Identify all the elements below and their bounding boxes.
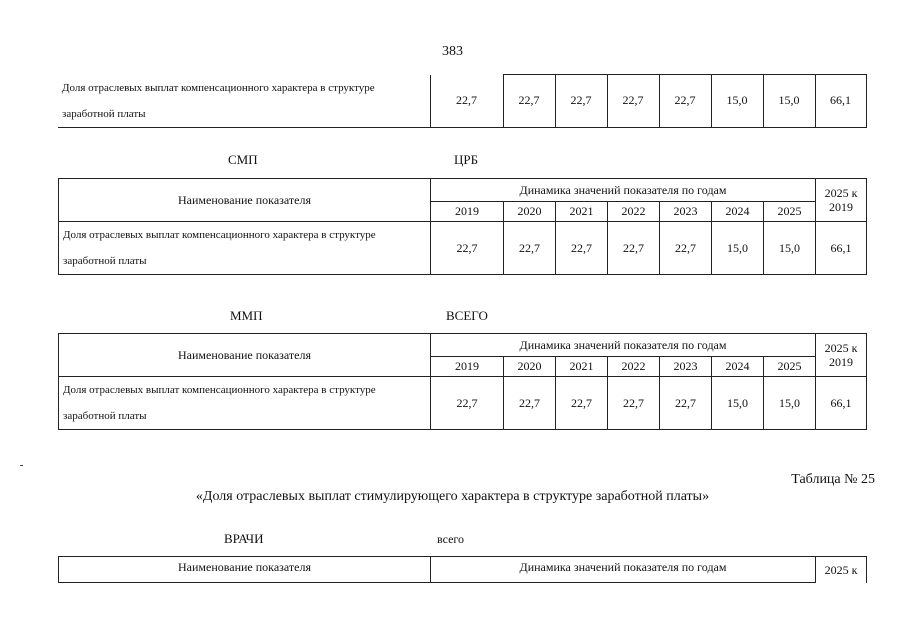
value-2020: 22,7 [504, 222, 556, 275]
table-number: Таблица № 25 [791, 472, 875, 487]
table-title: «Доля отраслевых выплат стимулирующего характера в структуре заработной платы» [195, 489, 710, 504]
group-label: ВРАЧИ [224, 531, 264, 546]
value-2021: 22,7 [556, 222, 608, 275]
year-2025: 2025 [764, 202, 816, 222]
value-2022: 22,7 [608, 377, 660, 430]
table-header-row [59, 557, 867, 583]
indicator-line-2: заработной платы [63, 410, 147, 422]
year-2021: 2021 [556, 357, 608, 377]
top-fragment-table [58, 74, 867, 128]
header-dynamics: Динамика значений показателя по годам [431, 557, 816, 583]
value-2022: 22,7 [607, 75, 659, 128]
year-2024: 2024 [712, 357, 764, 377]
value-2025: 15,0 [764, 222, 816, 275]
value-2025: 15,0 [763, 75, 815, 128]
subgroup-label: всего [437, 532, 465, 546]
value-2024: 15,0 [712, 222, 764, 275]
value-2020: 22,7 [503, 75, 555, 128]
header-name: Наименование показателя [59, 179, 431, 222]
year-2019: 2019 [431, 202, 504, 222]
value-2023: 22,7 [660, 377, 712, 430]
value-2024: 15,0 [712, 377, 764, 430]
value-2021: 22,7 [556, 377, 608, 430]
header-total: 2025 к 2019 [816, 179, 867, 222]
value-total: 66,1 [815, 75, 866, 128]
year-2025: 2025 [764, 357, 816, 377]
indicator-name-cell [58, 75, 430, 128]
header-dynamics: Динамика значений показателя по годам [431, 334, 816, 357]
year-2023: 2023 [660, 202, 712, 222]
table-row [58, 75, 866, 128]
table-row [59, 222, 867, 275]
data-table-25 [58, 556, 867, 583]
header-total: 2025 к [816, 557, 867, 583]
data-table-1 [58, 178, 867, 275]
value-total: 66,1 [816, 222, 867, 275]
value-total: 66,1 [816, 377, 867, 430]
table-header-row [59, 334, 867, 357]
value-2020: 22,7 [504, 377, 556, 430]
table-row [59, 377, 867, 430]
indicator-line-2: заработной платы [62, 107, 146, 120]
indicator-line-1: Доля отраслевых выплат компенсационного характера в структуре [63, 229, 376, 241]
value-2019: 22,7 [431, 377, 504, 430]
year-2024: 2024 [712, 202, 764, 222]
value-2025: 15,0 [764, 377, 816, 430]
data-table-2 [58, 333, 867, 430]
value-2019: 22,7 [430, 75, 503, 128]
indicator-name-cell [59, 377, 431, 430]
indicator-line-2: заработной платы [63, 255, 147, 267]
year-2020: 2020 [504, 357, 556, 377]
header-name: Наименование показателя [59, 334, 431, 377]
indicator-line-1: Доля отраслевых выплат компенсационного характера в структуре [63, 384, 376, 396]
year-2022: 2022 [608, 202, 660, 222]
indicator-name-cell [59, 222, 431, 275]
header-total: 2025 к 2019 [816, 334, 867, 377]
header-dynamics: Динамика значений показателя по годам [431, 179, 816, 202]
year-2023: 2023 [660, 357, 712, 377]
value-2023: 22,7 [660, 222, 712, 275]
group-label: СМП [228, 152, 258, 167]
indicator-line-1: Доля отраслевых выплат компенсационного характера в структуре [62, 81, 375, 94]
value-2022: 22,7 [608, 222, 660, 275]
value-2023: 22,7 [659, 75, 711, 128]
value-2021: 22,7 [555, 75, 607, 128]
value-2024: 15,0 [711, 75, 763, 128]
year-2019: 2019 [431, 357, 504, 377]
margin-mark [20, 465, 23, 466]
page-number: 383 [442, 44, 463, 59]
year-2020: 2020 [504, 202, 556, 222]
subgroup-label: ВСЕГО [446, 308, 488, 323]
year-2022: 2022 [608, 357, 660, 377]
table-header-row [59, 179, 867, 202]
subgroup-label: ЦРБ [454, 152, 479, 167]
value-2019: 22,7 [431, 222, 504, 275]
year-2021: 2021 [556, 202, 608, 222]
header-name: Наименование показателя [59, 557, 431, 583]
group-label: ММП [230, 308, 263, 323]
